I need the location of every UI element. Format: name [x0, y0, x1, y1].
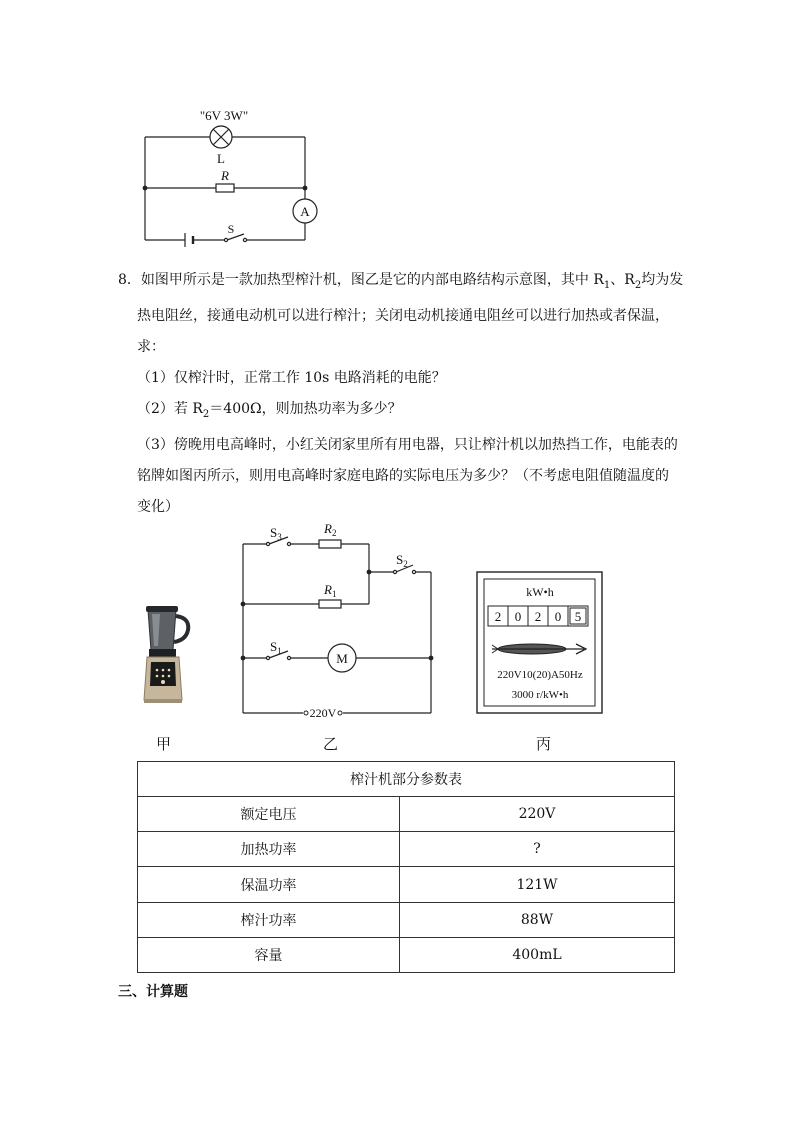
resistor-r1-label: $R_1$: [324, 582, 337, 599]
meter-digit: 0: [514, 609, 522, 624]
question-intro-line1: 8．如图甲所示是一款加热型榨汁机，图乙是它的内部电路结构示意图，其中 $R_1$、$R_2$均为发: [118, 272, 684, 291]
switch-s3-label: $S_3$: [270, 525, 282, 542]
table-cell-label: 加热功率: [138, 832, 400, 867]
question-part-3-line1: （3）傍晚用电高峰时，小红关闭家里所有用电器，只让榨汁机以加热挡工作，电能表的: [137, 436, 678, 453]
resistor-r1-symbol: [319, 600, 341, 608]
meter-digit: 0: [554, 609, 562, 624]
table-cell-value: 220V: [400, 797, 675, 832]
motor-label: M: [336, 651, 348, 666]
switch-s2-label: $S_2$: [396, 552, 408, 569]
question-intro-line3: 求：: [137, 338, 165, 355]
lamp-label: L: [217, 151, 225, 166]
table-cell-label: 保温功率: [138, 867, 400, 902]
resistor-r2-symbol: [319, 540, 341, 548]
table-cell-label: 额定电压: [138, 797, 400, 832]
question-number: 8．: [118, 272, 141, 288]
question-part-3-line2: 铭牌如图丙所示，则用电高峰时家庭电路的实际电压为多少？（不考虑电阻值随温度的: [137, 467, 669, 484]
meter-digit: 5: [574, 609, 582, 624]
table-title-row: [138, 762, 675, 797]
juicer-image: [140, 604, 196, 706]
table-cell-label: 榨汁功率: [138, 902, 400, 937]
meter-digit: 2: [494, 609, 502, 624]
switch-s1-label: $S_1$: [270, 639, 282, 656]
lamp-rating-label: "6V 3W": [199, 108, 249, 123]
question-part-2: （2）若 $R_2=400\Omega$，则加热功率为多少？: [137, 400, 402, 420]
table-row: [138, 902, 675, 937]
table-cell-value: ?: [400, 832, 675, 867]
circuit-diagram-2: [230, 518, 445, 723]
supply-voltage-label: 220V: [309, 706, 337, 720]
meter-unit: kW•h: [526, 585, 554, 599]
table-cell-value: 121W: [400, 867, 675, 902]
table-row: [138, 937, 675, 972]
question-intro-line2: 热电阻丝，接通电动机可以进行榨汁；关闭电动机接通电阻丝可以进行加热或者保温，: [137, 307, 669, 324]
question-8: [118, 265, 688, 523]
caption-jia: 甲: [156, 735, 172, 753]
circuit-diagram-1: [130, 100, 340, 250]
caption-yi: 乙: [323, 735, 339, 753]
section-heading: 三、计算题: [118, 984, 188, 1000]
meter-rating: 220V10(20)A50Hz: [497, 669, 583, 681]
meter-constant: 3000 r/kW•h: [511, 689, 569, 701]
question-part-3-line3: 变化）: [137, 498, 179, 515]
lamp-symbol: [210, 126, 232, 148]
table-cell-label: 容量: [138, 937, 400, 972]
caption-bing: 丙: [536, 735, 552, 753]
table-row: [138, 797, 675, 832]
resistor-label: R: [221, 168, 229, 183]
table-row: [138, 867, 675, 902]
parameter-table: [137, 761, 675, 973]
battery-symbol: [185, 233, 193, 247]
ammeter-label: A: [300, 204, 310, 219]
table-cell-value: 88W: [400, 902, 675, 937]
resistor-r2-label: $R_2$: [324, 521, 337, 538]
table-title: 榨汁机部分参数表: [138, 762, 675, 797]
electricity-meter: [476, 571, 604, 715]
resistor-symbol: [216, 184, 234, 192]
question-part-1: （1）仅榨汁时，正常工作 10s 电路消耗的电能？: [137, 369, 446, 386]
table-row: [138, 832, 675, 867]
switch-label: S: [227, 222, 235, 236]
table-cell-value: 400mL: [400, 937, 675, 972]
meter-digit: 2: [534, 609, 542, 624]
